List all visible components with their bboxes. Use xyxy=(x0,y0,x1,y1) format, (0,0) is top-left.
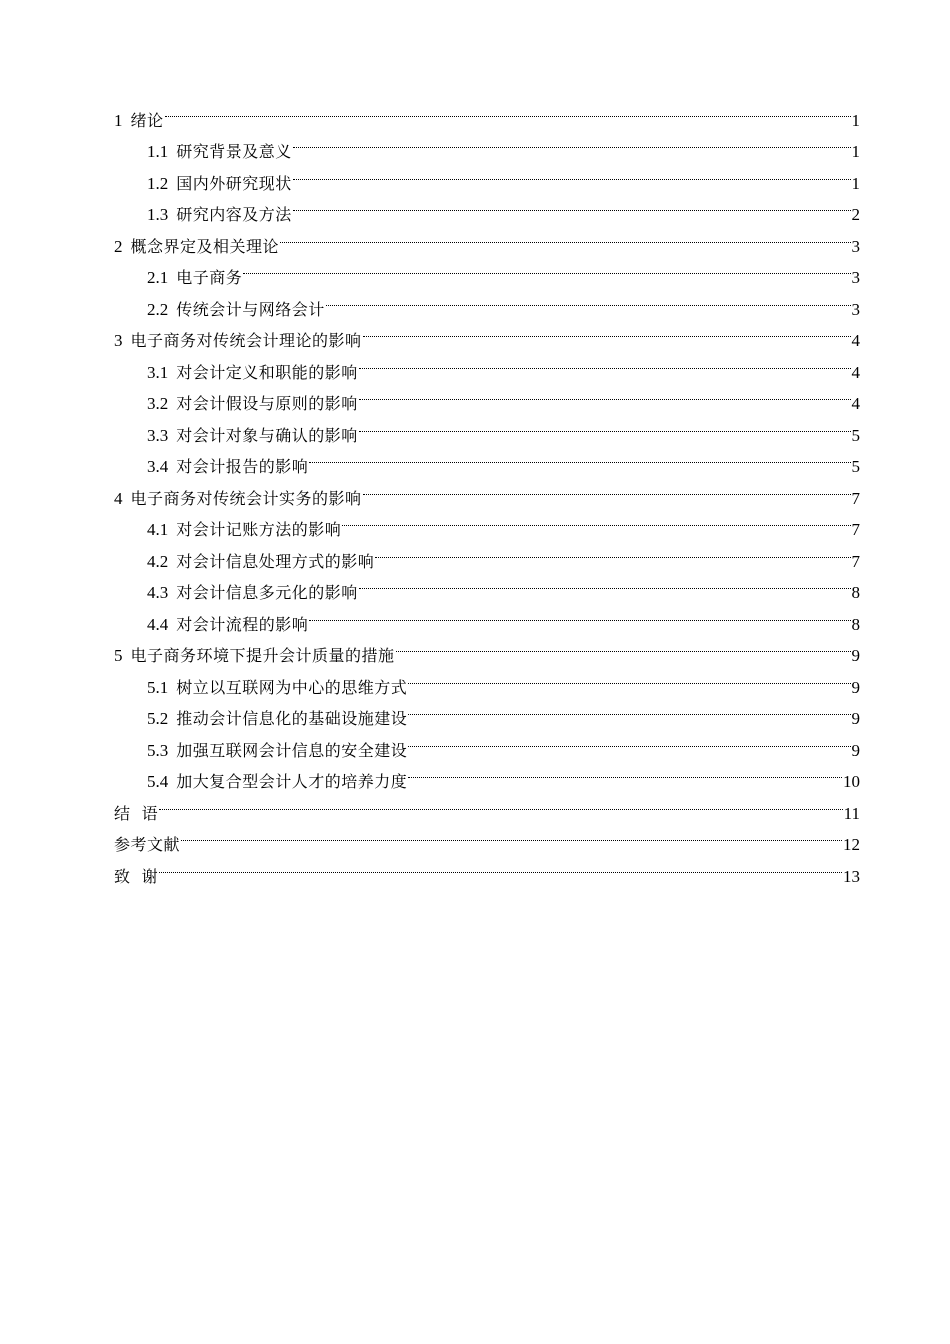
toc-entry-number: 3.1 xyxy=(147,362,169,382)
leader-dots xyxy=(363,315,851,347)
toc-entry-title: 加大复合型会计人才的培养力度 xyxy=(176,772,408,791)
toc-entry-page: 3 xyxy=(851,268,860,287)
toc-entry-page: 3 xyxy=(851,236,860,256)
leader-dots xyxy=(408,693,850,725)
toc-entry-title: 结 语 xyxy=(114,803,159,823)
toc-entry-number: 1 xyxy=(114,110,123,130)
toc-entry-page: 7 xyxy=(851,520,860,539)
toc-entry-1[interactable] xyxy=(114,94,860,130)
toc-entry-number: 5.2 xyxy=(147,709,169,728)
toc-entry-title: 对会计报告的影响 xyxy=(176,457,309,476)
toc-entry-page: 8 xyxy=(851,614,860,634)
toc-entry-page: 4 xyxy=(851,394,860,413)
toc-entry-page: 5 xyxy=(851,425,860,445)
leader-dots xyxy=(181,819,842,851)
toc-entry-title: 概念界定及相关理论 xyxy=(130,236,280,256)
toc-entry-title: 对会计信息多元化的影响 xyxy=(176,583,358,602)
toc-entry-page: 5 xyxy=(851,457,860,476)
toc-entry-page: 8 xyxy=(851,583,860,602)
table-of-contents xyxy=(114,94,860,886)
toc-entry-number: 3.4 xyxy=(147,457,169,476)
toc-entry-number: 5.3 xyxy=(147,740,169,760)
leader-dots xyxy=(293,126,851,158)
toc-entry-page: 2 xyxy=(851,205,860,224)
toc-entry-number: 3.2 xyxy=(147,394,169,413)
leader-dots xyxy=(359,567,851,599)
leader-dots xyxy=(408,724,850,756)
leader-dots xyxy=(359,409,851,441)
toc-entry-page: 4 xyxy=(851,331,860,350)
toc-entry-title: 对会计定义和职能的影响 xyxy=(176,362,358,382)
leader-dots xyxy=(326,283,851,315)
leader-dots xyxy=(375,535,850,567)
toc-entry-page: 9 xyxy=(851,709,860,728)
leader-dots xyxy=(408,661,850,693)
toc-entry-number: 2.2 xyxy=(147,299,169,319)
toc-entry-number: 5.4 xyxy=(147,772,169,791)
toc-entry-references[interactable] xyxy=(114,819,860,854)
toc-entry-title: 推动会计信息化的基础设施建设 xyxy=(176,709,408,728)
leader-dots xyxy=(309,441,850,473)
toc-entry-number: 3 xyxy=(114,331,123,350)
toc-entry-page: 9 xyxy=(851,740,860,760)
toc-entry-title: 对会计流程的影响 xyxy=(176,614,309,634)
toc-entry-number: 3.3 xyxy=(147,425,169,445)
toc-entry-number: 4.4 xyxy=(147,614,169,634)
leader-dots xyxy=(243,252,850,284)
toc-entry-number: 1.2 xyxy=(147,173,169,193)
toc-entry-page: 1 xyxy=(851,110,860,130)
toc-entry-page: 4 xyxy=(851,362,860,382)
toc-entry-page: 1 xyxy=(851,142,860,161)
toc-entry-title: 对会计信息处理方式的影响 xyxy=(176,551,375,571)
toc-entry-1-1[interactable] xyxy=(114,126,860,161)
toc-entry-title: 电子商务 xyxy=(176,268,243,287)
toc-entry-number: 2 xyxy=(114,236,123,256)
toc-entry-title: 电子商务环境下提升会计质量的措施 xyxy=(130,646,395,665)
toc-entry-title: 树立以互联网为中心的思维方式 xyxy=(176,677,408,697)
toc-entry-number: 4.2 xyxy=(147,551,169,571)
toc-entry-title: 研究内容及方法 xyxy=(176,205,292,224)
leader-dots xyxy=(309,598,850,630)
leader-dots xyxy=(408,756,842,788)
toc-entry-title: 绪论 xyxy=(130,110,164,130)
leader-dots xyxy=(159,850,842,882)
toc-entry-page: 12 xyxy=(843,835,860,854)
toc-entry-title: 参考文献 xyxy=(114,835,181,854)
leader-dots xyxy=(342,504,850,536)
toc-entry-page: 9 xyxy=(851,646,860,665)
leader-dots xyxy=(159,787,842,819)
leader-dots xyxy=(293,189,851,221)
toc-entry-page: 7 xyxy=(851,488,860,508)
toc-entry-page: 13 xyxy=(843,866,860,886)
toc-entry-page: 1 xyxy=(851,173,860,193)
leader-dots xyxy=(359,378,851,410)
toc-entry-acknowledgements[interactable] xyxy=(114,850,860,886)
toc-entry-number: 4.3 xyxy=(147,583,169,602)
toc-entry-conclusion[interactable] xyxy=(114,787,860,823)
toc-entry-title: 电子商务对传统会计实务的影响 xyxy=(130,488,362,508)
toc-entry-page: 7 xyxy=(851,551,860,571)
leader-dots xyxy=(293,157,851,189)
leader-dots xyxy=(280,220,850,252)
toc-entry-number: 5.1 xyxy=(147,677,169,697)
toc-entry-number: 1.1 xyxy=(147,142,169,161)
toc-entry-number: 5 xyxy=(114,646,123,665)
toc-entry-number: 4.1 xyxy=(147,520,169,539)
leader-dots xyxy=(359,346,851,378)
toc-entry-title: 国内外研究现状 xyxy=(176,173,292,193)
toc-entry-title: 传统会计与网络会计 xyxy=(176,299,325,319)
toc-entry-title: 致 谢 xyxy=(114,866,159,886)
toc-entry-page: 3 xyxy=(851,299,860,319)
toc-entry-title: 对会计对象与确认的影响 xyxy=(176,425,358,445)
toc-entry-number: 4 xyxy=(114,488,123,508)
toc-entry-number: 1.3 xyxy=(147,205,169,224)
toc-entry-title: 对会计记账方法的影响 xyxy=(176,520,342,539)
leader-dots xyxy=(165,94,851,126)
toc-entry-title: 对会计假设与原则的影响 xyxy=(176,394,358,413)
toc-entry-page: 10 xyxy=(843,772,860,791)
toc-entry-number: 2.1 xyxy=(147,268,169,287)
toc-entry-page: 11 xyxy=(843,803,860,823)
toc-entry-page: 9 xyxy=(851,677,860,697)
toc-entry-title: 加强互联网会计信息的安全建设 xyxy=(176,740,408,760)
toc-entry-title: 电子商务对传统会计理论的影响 xyxy=(130,331,362,350)
leader-dots xyxy=(396,630,851,662)
leader-dots xyxy=(363,472,851,504)
toc-entry-title: 研究背景及意义 xyxy=(176,142,292,161)
